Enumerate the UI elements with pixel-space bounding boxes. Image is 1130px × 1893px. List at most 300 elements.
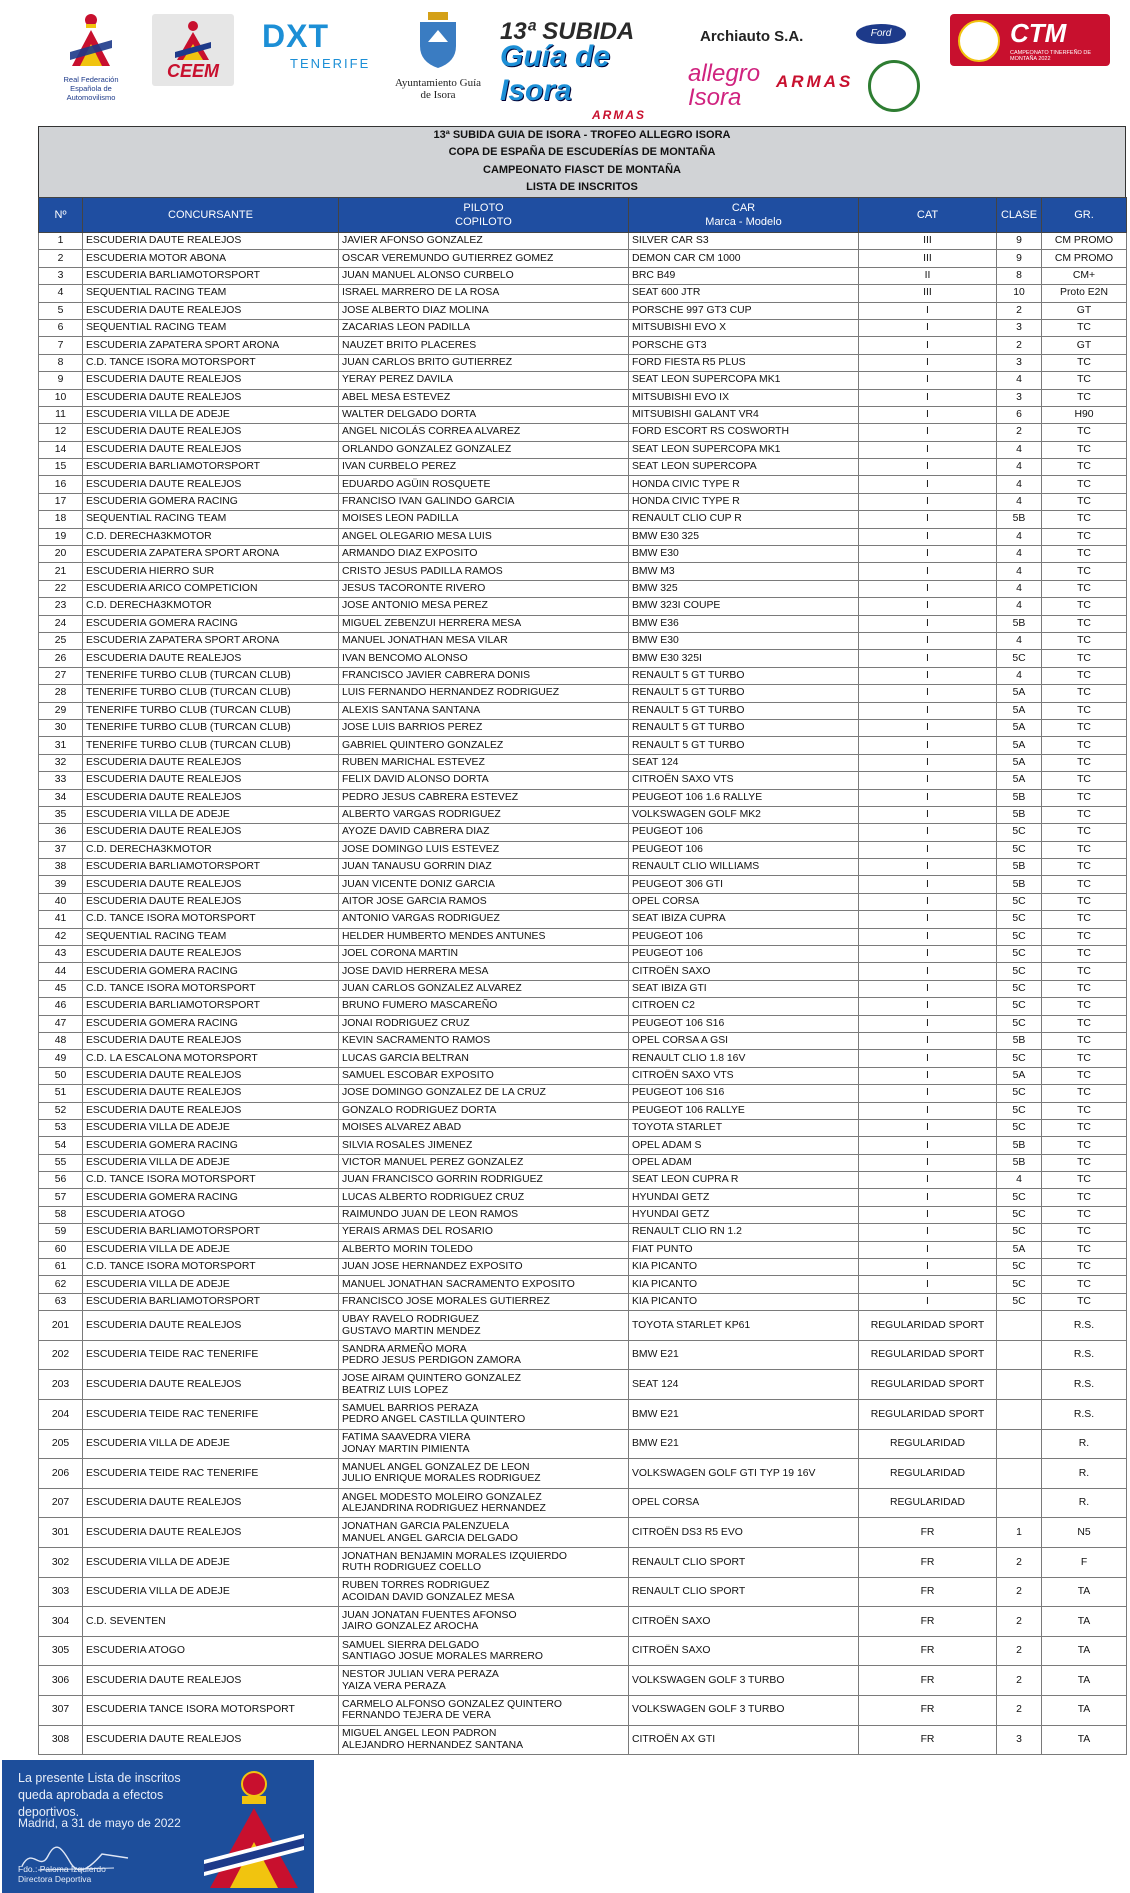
table-row — [39, 650, 1127, 667]
group: TC — [1042, 580, 1127, 597]
table-row — [39, 702, 1127, 719]
driver-name: ANGEL OLEGARIO MESA LUIS — [339, 528, 629, 545]
entry-number: 63 — [39, 1293, 83, 1310]
driver-name: SANDRA ARMEÑO MORA — [342, 1343, 467, 1355]
class: 4 — [997, 459, 1042, 476]
class: 4 — [997, 1172, 1042, 1189]
entrant-name: ESCUDERIA VILLA DE ADEJE — [83, 1577, 339, 1607]
car-model: BMW E36 — [629, 615, 859, 632]
entrant-name: C.D. TANCE ISORA MOTORSPORT — [83, 980, 339, 997]
entrant-name: ESCUDERIA VILLA DE ADEJE — [83, 1154, 339, 1171]
ctm-logo — [950, 14, 1110, 66]
driver-name: JOSE DOMINGO GONZALEZ DE LA CRUZ — [339, 1085, 629, 1102]
entrant-name: ESCUDERIA ATOGO — [83, 1206, 339, 1223]
driver-name: ANGEL MODESTO MOLEIRO GONZALEZ — [342, 1491, 542, 1503]
entrant-name: ESCUDERIA DAUTE REALEJOS — [83, 302, 339, 319]
category: I — [859, 824, 997, 841]
class: 8 — [997, 267, 1042, 284]
category: I — [859, 1293, 997, 1310]
list-titles — [38, 126, 1126, 197]
car-model: OPEL CORSA — [629, 1488, 859, 1518]
category: I — [859, 1050, 997, 1067]
group: TC — [1042, 702, 1127, 719]
entrant-name: TENERIFE TURBO CLUB (TURCAN CLUB) — [83, 737, 339, 754]
category: I — [859, 859, 997, 876]
group: TC — [1042, 493, 1127, 510]
class — [997, 1340, 1042, 1370]
car-model: RENAULT CLIO CUP R — [629, 511, 859, 528]
entry-number: 306 — [39, 1666, 83, 1696]
crew-cell — [339, 1518, 629, 1548]
entry-number: 56 — [39, 1172, 83, 1189]
driver-name: JUAN CARLOS GONZALEZ ALVAREZ — [339, 980, 629, 997]
entrant-name: ESCUDERIA DAUTE REALEJOS — [83, 1102, 339, 1119]
entrant-name: ESCUDERIA ZAPATERA SPORT ARONA — [83, 632, 339, 649]
entry-number: 11 — [39, 406, 83, 423]
ayuntamiento-logo — [394, 12, 482, 108]
table-row — [39, 963, 1127, 980]
table-row — [39, 580, 1127, 597]
category: III — [859, 285, 997, 302]
group: TC — [1042, 806, 1127, 823]
group: GT — [1042, 337, 1127, 354]
ceem-logo — [152, 14, 234, 86]
ayuntamiento-label: Ayuntamiento Guía de Isora — [394, 77, 482, 101]
col-header-copiloto-label: COPILOTO — [455, 216, 512, 228]
driver-name: GABRIEL QUINTERO GONZALEZ — [339, 737, 629, 754]
category: I — [859, 946, 997, 963]
table-row — [39, 911, 1127, 928]
driver-name: ARMANDO DIAZ EXPOSITO — [339, 546, 629, 563]
driver-name: JONATHAN GARCIA PALENZUELA — [342, 1521, 510, 1533]
entry-number: 25 — [39, 632, 83, 649]
car-model: VOLKSWAGEN GOLF MK2 — [629, 806, 859, 823]
table-row — [39, 563, 1127, 580]
class: 5A — [997, 754, 1042, 771]
group: TC — [1042, 1224, 1127, 1241]
class — [997, 1370, 1042, 1400]
sponsors-logos — [688, 14, 912, 114]
entry-number: 26 — [39, 650, 83, 667]
table-row — [39, 1050, 1127, 1067]
crew-cell — [339, 1636, 629, 1666]
entry-number: 41 — [39, 911, 83, 928]
codriver-name: JONAY MARTIN PIMIENTA — [342, 1443, 470, 1455]
entrant-name: C.D. DERECHA3KMOTOR — [83, 528, 339, 545]
entry-number: 207 — [39, 1488, 83, 1518]
table-row — [39, 1666, 1127, 1696]
codriver-name: BEATRIZ LUIS LOPEZ — [342, 1384, 449, 1396]
entrant-name: ESCUDERIA VILLA DE ADEJE — [83, 1119, 339, 1136]
group: TC — [1042, 1085, 1127, 1102]
driver-name: EDUARDO AGÜIN ROSQUETE — [339, 476, 629, 493]
class: 5B — [997, 615, 1042, 632]
driver-name: ORLANDO GONZALEZ GONZALEZ — [339, 441, 629, 458]
car-model: SEAT 124 — [629, 1370, 859, 1400]
codriver-name: FERNANDO TEJERA DE VERA — [342, 1710, 491, 1722]
table-row — [39, 1224, 1127, 1241]
group: H90 — [1042, 406, 1127, 423]
group: TC — [1042, 841, 1127, 858]
entrant-name: C.D. LA ESCALONA MOTORSPORT — [83, 1050, 339, 1067]
subida-edition: 13ª SUBIDA — [500, 18, 635, 45]
class: 10 — [997, 285, 1042, 302]
crew-cell — [339, 1666, 629, 1696]
category: FR — [859, 1577, 997, 1607]
entrant-name: ESCUDERIA DAUTE REALEJOS — [83, 1518, 339, 1548]
entrant-name: ESCUDERIA DAUTE REALEJOS — [83, 1311, 339, 1341]
category: I — [859, 389, 997, 406]
category: III — [859, 233, 997, 250]
category: I — [859, 319, 997, 336]
car-model: SEAT 600 JTR — [629, 285, 859, 302]
table-row — [39, 511, 1127, 528]
car-model: BMW M3 — [629, 563, 859, 580]
entry-number: 14 — [39, 441, 83, 458]
table-row — [39, 546, 1127, 563]
table-row — [39, 789, 1127, 806]
class: 5C — [997, 980, 1042, 997]
table-row — [39, 1293, 1127, 1310]
car-model: BMW 323I COUPE — [629, 598, 859, 615]
class: 5C — [997, 1259, 1042, 1276]
car-model: VOLKSWAGEN GOLF GTI TYP 19 16V — [629, 1459, 859, 1489]
driver-name: JOSE LUIS BARRIOS PEREZ — [339, 719, 629, 736]
category: I — [859, 719, 997, 736]
category: REGULARIDAD SPORT — [859, 1370, 997, 1400]
crew-cell — [339, 1695, 629, 1725]
codriver-name: MANUEL ANGEL GARCIA DELGADO — [342, 1532, 518, 1544]
class: 2 — [997, 1577, 1042, 1607]
group: TC — [1042, 667, 1127, 684]
table-row — [39, 389, 1127, 406]
driver-name: JUAN FRANCISCO GORRIN RODRIGUEZ — [339, 1172, 629, 1189]
driver-name: FELIX DAVID ALONSO DORTA — [339, 772, 629, 789]
entry-number: 45 — [39, 980, 83, 997]
category: I — [859, 754, 997, 771]
car-model: CITROËN SAXO — [629, 1636, 859, 1666]
group: TC — [1042, 354, 1127, 371]
category: I — [859, 546, 997, 563]
group: TC — [1042, 1067, 1127, 1084]
entry-number: 307 — [39, 1695, 83, 1725]
subida-logo — [500, 18, 660, 122]
table-row — [39, 1172, 1127, 1189]
table-row — [39, 1189, 1127, 1206]
table-row — [39, 267, 1127, 284]
car-model: DEMON CAR CM 1000 — [629, 250, 859, 267]
driver-name: JOSE AIRAM QUINTERO GONZALEZ — [342, 1373, 521, 1385]
entrant-name: ESCUDERIA DAUTE REALEJOS — [83, 754, 339, 771]
table-row — [39, 824, 1127, 841]
entrant-name: ESCUDERIA BARLIAMOTORSPORT — [83, 1293, 339, 1310]
group: Proto E2N — [1042, 285, 1127, 302]
entry-number: 17 — [39, 493, 83, 510]
table-row — [39, 598, 1127, 615]
entry-number: 304 — [39, 1607, 83, 1637]
entry-number: 22 — [39, 580, 83, 597]
table-row — [39, 1119, 1127, 1136]
table-row — [39, 337, 1127, 354]
table-row — [39, 1206, 1127, 1223]
entrant-name: ESCUDERIA BARLIAMOTORSPORT — [83, 267, 339, 284]
group: TC — [1042, 1137, 1127, 1154]
table-row — [39, 1695, 1127, 1725]
class: 5C — [997, 1015, 1042, 1032]
table-row — [39, 406, 1127, 423]
driver-name: MIGUEL ZEBENZUI HERRERA MESA — [339, 615, 629, 632]
entry-number: 6 — [39, 319, 83, 336]
entrant-name: ESCUDERIA DAUTE REALEJOS — [83, 893, 339, 910]
car-model: PEUGEOT 106 RALLYE — [629, 1102, 859, 1119]
category: REGULARIDAD — [859, 1488, 997, 1518]
driver-name: FATIMA SAAVEDRA VIERA — [342, 1432, 471, 1444]
category: I — [859, 1085, 997, 1102]
entry-number: 201 — [39, 1311, 83, 1341]
driver-name: ALEXIS SANTANA SANTANA — [339, 702, 629, 719]
entrant-name: ESCUDERIA ZAPATERA SPORT ARONA — [83, 546, 339, 563]
class: 4 — [997, 476, 1042, 493]
table-row — [39, 615, 1127, 632]
entry-number: 4 — [39, 285, 83, 302]
category: I — [859, 598, 997, 615]
entrant-name: ESCUDERIA TEIDE RAC TENERIFE — [83, 1340, 339, 1370]
class — [997, 1311, 1042, 1341]
entrant-name: TENERIFE TURBO CLUB (TURCAN CLUB) — [83, 667, 339, 684]
category: REGULARIDAD — [859, 1429, 997, 1459]
class: 2 — [997, 1695, 1042, 1725]
group: TC — [1042, 824, 1127, 841]
entry-number: 303 — [39, 1577, 83, 1607]
category: I — [859, 737, 997, 754]
car-model: RENAULT CLIO RN 1.2 — [629, 1224, 859, 1241]
entrant-name: ESCUDERIA GOMERA RACING — [83, 963, 339, 980]
car-model: CITROËN SAXO — [629, 1607, 859, 1637]
group: R. — [1042, 1429, 1127, 1459]
driver-name: SAMUEL SIERRA DELGADO — [342, 1639, 480, 1651]
codriver-name: GUSTAVO MARTIN MENDEZ — [342, 1325, 481, 1337]
class: 5C — [997, 1119, 1042, 1136]
col-header-piloto-label: PILOTO — [463, 202, 504, 214]
entrant-name: ESCUDERIA VILLA DE ADEJE — [83, 1276, 339, 1293]
codriver-name: ACOIDAN DAVID GONZALEZ MESA — [342, 1591, 515, 1603]
car-model: CITROËN SAXO VTS — [629, 1067, 859, 1084]
table-row — [39, 1547, 1127, 1577]
group: TC — [1042, 963, 1127, 980]
category: I — [859, 772, 997, 789]
entrant-name: C.D. SEVENTEN — [83, 1607, 339, 1637]
group: CM PROMO — [1042, 250, 1127, 267]
entrant-name: ESCUDERIA VILLA DE ADEJE — [83, 406, 339, 423]
group: TC — [1042, 737, 1127, 754]
car-model: BMW E21 — [629, 1340, 859, 1370]
category: FR — [859, 1725, 997, 1755]
entry-number: 301 — [39, 1518, 83, 1548]
class: 5C — [997, 1085, 1042, 1102]
table-row — [39, 667, 1127, 684]
entrant-name: ESCUDERIA DAUTE REALEJOS — [83, 1488, 339, 1518]
entry-number: 7 — [39, 337, 83, 354]
category: I — [859, 1067, 997, 1084]
group: TC — [1042, 876, 1127, 893]
ctm-seal-icon — [958, 20, 1000, 62]
category: FR — [859, 1547, 997, 1577]
table-row — [39, 806, 1127, 823]
driver-name: OSCAR VEREMUNDO GUTIERREZ GOMEZ — [339, 250, 629, 267]
category: I — [859, 1102, 997, 1119]
category: I — [859, 1032, 997, 1049]
driver-name: YERAIS ARMAS DEL ROSARIO — [339, 1224, 629, 1241]
table-row — [39, 285, 1127, 302]
entry-number: 54 — [39, 1137, 83, 1154]
dxt-label: DXT — [262, 18, 329, 54]
table-row — [39, 1311, 1127, 1341]
crew-cell — [339, 1340, 629, 1370]
table-row — [39, 876, 1127, 893]
class: 5C — [997, 1293, 1042, 1310]
entry-number: 40 — [39, 893, 83, 910]
car-model: PORSCHE GT3 — [629, 337, 859, 354]
driver-name: LUCAS ALBERTO RODRIGUEZ CRUZ — [339, 1189, 629, 1206]
category: I — [859, 493, 997, 510]
subida-sponsor: ARMAS — [592, 108, 646, 122]
entry-number: 204 — [39, 1400, 83, 1430]
table-row — [39, 946, 1127, 963]
entrant-name: ESCUDERIA DAUTE REALEJOS — [83, 824, 339, 841]
group: TC — [1042, 546, 1127, 563]
signer-role: Directora Deportiva — [18, 1874, 92, 1884]
driver-name: JESUS TACORONTE RIVERO — [339, 580, 629, 597]
table-row — [39, 719, 1127, 736]
entrant-name: ESCUDERIA TEIDE RAC TENERIFE — [83, 1459, 339, 1489]
class: 5B — [997, 806, 1042, 823]
car-model: OPEL CORSA — [629, 893, 859, 910]
title-line: CAMPEONATO FIASCT DE MONTAÑA — [483, 163, 681, 176]
category: I — [859, 893, 997, 910]
category: I — [859, 337, 997, 354]
group: TC — [1042, 476, 1127, 493]
ceem-label: CEEM — [166, 61, 219, 81]
class: 5B — [997, 876, 1042, 893]
car-model: SEAT LEON SUPERCOPA MK1 — [629, 441, 859, 458]
entrant-name: ESCUDERIA DAUTE REALEJOS — [83, 1370, 339, 1400]
entry-number: 30 — [39, 719, 83, 736]
entry-number: 58 — [39, 1206, 83, 1223]
group: R. — [1042, 1459, 1127, 1489]
group: TC — [1042, 789, 1127, 806]
table-row — [39, 1459, 1127, 1489]
car-model: PEUGEOT 306 GTI — [629, 876, 859, 893]
table-row — [39, 1607, 1127, 1637]
group: TC — [1042, 1276, 1127, 1293]
entrant-name: ESCUDERIA ZAPATERA SPORT ARONA — [83, 337, 339, 354]
class: 5C — [997, 650, 1042, 667]
group: TC — [1042, 563, 1127, 580]
driver-name: JOSE DOMINGO LUIS ESTEVEZ — [339, 841, 629, 858]
group: TC — [1042, 1172, 1127, 1189]
class: 5C — [997, 1206, 1042, 1223]
car-model: BMW E30 — [629, 632, 859, 649]
car-model: OPEL CORSA A GSI — [629, 1032, 859, 1049]
class: 2 — [997, 1666, 1042, 1696]
driver-name: YERAY PEREZ DAVILA — [339, 372, 629, 389]
table-row — [39, 459, 1127, 476]
entrant-name: ESCUDERIA DAUTE REALEJOS — [83, 389, 339, 406]
car-model: BMW E21 — [629, 1400, 859, 1430]
entrant-name: ESCUDERIA DAUTE REALEJOS — [83, 1085, 339, 1102]
crew-cell — [339, 1488, 629, 1518]
driver-name: NAUZET BRITO PLACERES — [339, 337, 629, 354]
class: 5C — [997, 1224, 1042, 1241]
category: I — [859, 1206, 997, 1223]
entrant-name: ESCUDERIA VILLA DE ADEJE — [83, 806, 339, 823]
class — [997, 1459, 1042, 1489]
entry-number: 206 — [39, 1459, 83, 1489]
entry-number: 46 — [39, 998, 83, 1015]
codriver-name: RUTH RODRIGUEZ COELLO — [342, 1562, 482, 1574]
class: 5C — [997, 1050, 1042, 1067]
group: CM PROMO — [1042, 233, 1127, 250]
driver-name: WALTER DELGADO DORTA — [339, 406, 629, 423]
class: 5C — [997, 841, 1042, 858]
col-header-piloto — [339, 198, 629, 233]
entrant-name: ESCUDERIA DAUTE REALEJOS — [83, 372, 339, 389]
codriver-name: SANTIAGO JOSUE MORALES MARRERO — [342, 1651, 543, 1663]
class: 6 — [997, 406, 1042, 423]
allegro-label: allegro Isora — [688, 60, 761, 111]
table-row — [39, 754, 1127, 771]
driver-name: MANUEL ANGEL GONZALEZ DE LEON — [342, 1461, 530, 1473]
entry-number: 302 — [39, 1547, 83, 1577]
entry-number: 55 — [39, 1154, 83, 1171]
car-model: PEUGEOT 106 — [629, 824, 859, 841]
car-model: HONDA CIVIC TYPE R — [629, 476, 859, 493]
entrant-name: ESCUDERIA DAUTE REALEJOS — [83, 441, 339, 458]
car-model: RENAULT 5 GT TURBO — [629, 702, 859, 719]
table-row — [39, 528, 1127, 545]
entry-list — [38, 126, 1126, 1755]
codriver-name: ALEJANDRO HERNANDEZ SANTANA — [342, 1739, 524, 1751]
driver-name: ALBERTO MORIN TOLEDO — [339, 1241, 629, 1258]
driver-name: MANUEL JONATHAN MESA VILAR — [339, 632, 629, 649]
class: 5B — [997, 1032, 1042, 1049]
table-row — [39, 1102, 1127, 1119]
entry-number: 1 — [39, 233, 83, 250]
class: 2 — [997, 302, 1042, 319]
group: N5 — [1042, 1518, 1127, 1548]
car-model: MITSUBISHI GALANT VR4 — [629, 406, 859, 423]
driver-name: AITOR JOSE GARCIA RAMOS — [339, 893, 629, 910]
entrant-name: C.D. DERECHA3KMOTOR — [83, 598, 339, 615]
group: CM+ — [1042, 267, 1127, 284]
table-row — [39, 441, 1127, 458]
category: I — [859, 459, 997, 476]
table-row — [39, 1636, 1127, 1666]
entrant-name: ESCUDERIA TEIDE RAC TENERIFE — [83, 1400, 339, 1430]
class: 4 — [997, 632, 1042, 649]
car-model: PEUGEOT 106 S16 — [629, 1085, 859, 1102]
car-model: CITROËN DS3 R5 EVO — [629, 1518, 859, 1548]
codriver-name: ALEJANDRINA RODRIGUEZ HERNANDEZ — [342, 1503, 546, 1515]
entrant-name: C.D. TANCE ISORA MOTORSPORT — [83, 911, 339, 928]
car-model: MITSUBISHI EVO IX — [629, 389, 859, 406]
driver-name: JAVIER AFONSO GONZALEZ — [339, 233, 629, 250]
entry-number: 5 — [39, 302, 83, 319]
class: 5A — [997, 685, 1042, 702]
driver-name: IVAN CURBELO PEREZ — [339, 459, 629, 476]
escuderia-badge-icon — [868, 60, 920, 112]
entrant-name: TENERIFE TURBO CLUB (TURCAN CLUB) — [83, 702, 339, 719]
